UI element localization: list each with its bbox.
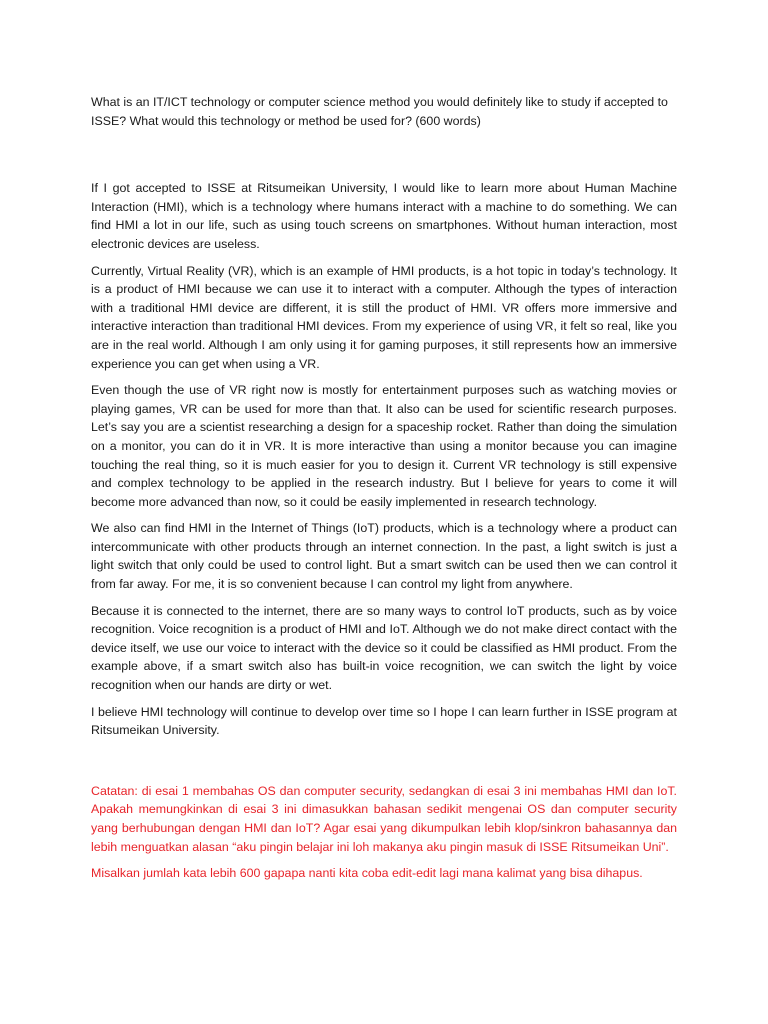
essay-paragraph: If I got accepted to ISSE at Ritsumeikan University, I would like to learn more about Human Machine Interaction (HMI), which is a technology where humans interact with a machine to do something. We can find HMI a lot in our life, such as using touch screens on smartphones. Without human interaction, most electronic devices are useless. — [91, 181, 677, 251]
essay-paragraph: I believe HMI technology will continue to develop over time so I hope I can learn further in ISSE program at Ritsumeikan University. — [91, 704, 677, 738]
reviewer-note: Catatan: di esai 1 membahas OS dan computer security, sedangkan di esai 3 ini membahas HMI dan IoT. Apakah memungkinkan di esai 3 ini dimasukkan bahasan sedikit mengenai OS dan computer security yang berhubungan dengan HMI dan IoT? Agar esai yang dikumpulkan lebih klop/sinkron bahasannya dan lebih menguatkan alasan “aku pingin belajar ini loh makanya aku pingin masuk di ISSE Ritsumeikan Uni”. — [91, 783, 677, 854]
essay-paragraph: Even though the use of VR right now is mostly for entertainment purposes such as watching movies or playing games, VR can be used for more than that. It also can be used for scientific research purposes. Let’s say you are a scientist researching a design for a spaceship rocket. Rather than doing the simulation on a monitor, you can do it in VR. It is more interactive than using a monitor because you can imagine touching the real thing, so it is much easier for you to design it. Current VR technology is still expensive and complex technology to be applied in the research industry. But I believe for years to come it will become more advanced than now, so it could be easily implemented in research technology. — [91, 383, 677, 509]
essay-paragraph: Because it is connected to the internet, there are so many ways to control IoT products, such as by voice recognition. Voice recognition is a product of HMI and IoT. Although we do not make direct contact with the device itself, we use our voice to interact with the device so it could be classified as HMI product. From the example above, if a smart switch also has built-in voice recognition, we can switch the light by voice recognition when our hands are dirty or wet. — [91, 603, 677, 693]
essay-prompt: What is an IT/ICT technology or computer science method you would definitely like to study if accepted to ISSE? What would this technology or method be used for? (600 words) — [91, 95, 668, 128]
reviewer-notes — [91, 782, 677, 883]
document-page — [91, 93, 677, 891]
essay-body — [91, 179, 677, 740]
essay-paragraph: We also can find HMI in the Internet of Things (IoT) products, which is a technology where a product can intercommunicate with other products through an internet connection. In the past, a light switch is just a light switch that only could be used to control light. But a smart switch can be used then we can control it from far away. For me, it is so convenient because I can control my light from anywhere. — [91, 521, 677, 592]
essay-paragraph: Currently, Virtual Reality (VR), which is an example of HMI products, is a hot topic in today’s technology. It is a product of HMI because we can use it to interact with a computer. Although the types of interaction with a traditional HMI device are different, it is still the product of HMI. VR offers more immersive and interactive interaction than traditional HMI devices. From my experience of using VR, it felt so real, like you are in the real world. Although I am only using it for gaming purposes, it still represents how an immersive experience you can get when using a VR. — [91, 263, 677, 371]
reviewer-note: Misalkan jumlah kata lebih 600 gapapa nanti kita coba edit-edit lagi mana kalimat yang bisa dihapus. — [91, 866, 643, 881]
